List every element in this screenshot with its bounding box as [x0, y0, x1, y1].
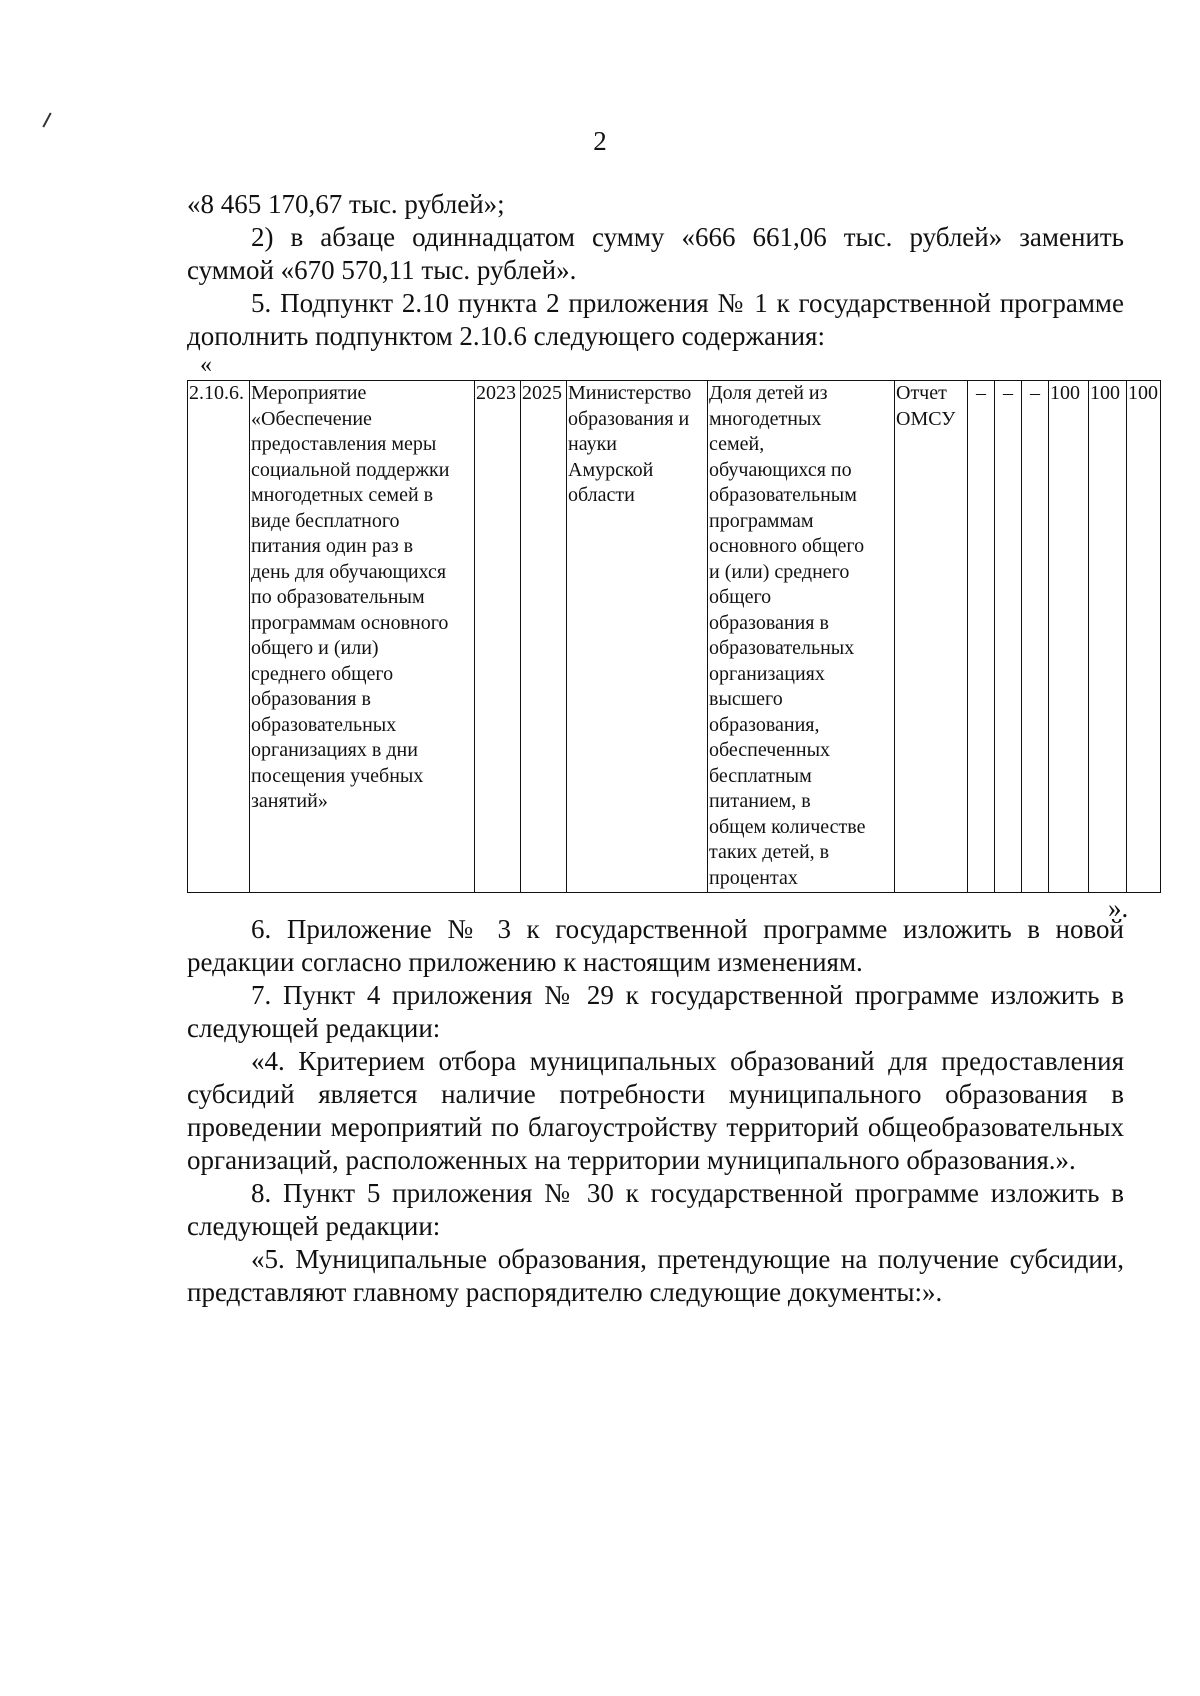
measures-table — [187, 380, 1161, 893]
cell-source: Отчет ОМСУ — [895, 381, 968, 893]
cell-value-1: – — [968, 381, 995, 893]
bottom-text-block — [187, 913, 1124, 1309]
cell-year-start: 2023 — [475, 381, 521, 893]
cell-value-3: – — [1022, 381, 1049, 893]
paragraph-quote-5: «5. Муниципальные образования, претендующие на получение субсидии, представляют главному распорядителю следующие документы:». — [187, 1244, 1124, 1307]
cell-value-6: 100 — [1127, 381, 1161, 893]
paragraph-amount: «8 465 170,67 тыс. рублей»; — [187, 189, 505, 219]
cell-value-5: 100 — [1089, 381, 1127, 893]
cell-event: Мероприятие «Обеспечение предоставления меры социальной поддержки многодетных семей в виде бесплатного питания один раз в день для обучающихся по образовательным программам основного общего и (или) среднего общего образования в образовательных организациях в дни посещения учебных занятий» — [250, 381, 475, 893]
paragraph-quote-4: «4. Критерием отбора муниципальных образований для предоставления субсидий является наличие потребности муниципального образования в проведении мероприятий по благоустройству территорий общеобразовательных организаций, расположенных на территории муниципального образования.». — [187, 1046, 1124, 1175]
paragraph-item-5: 5. Подпункт 2.10 пункта 2 приложения № 1 к государственной программе дополнить подпунктом 2.10.6 следующего содержания: — [187, 288, 1124, 351]
paragraph-item-2: 2) в абзаце одиннадцатом сумму «666 661,06 тыс. рублей» заменить суммой «670 570,11 тыс. рублей». — [187, 222, 1124, 285]
top-text-block — [187, 188, 1124, 353]
table-row — [188, 381, 1161, 893]
cell-year-end: 2025 — [521, 381, 567, 893]
cell-value-4: 100 — [1049, 381, 1089, 893]
cell-number: 2.10.6. — [188, 381, 250, 893]
table-open-quote: « — [200, 352, 212, 378]
cell-executor: Министерство образования и науки Амурской области — [567, 381, 708, 893]
cell-indicator: Доля детей из многодетных семей, обучающихся по образовательным программам основного общего и (или) среднего общего образования в образовательных организациях высшего образования, обеспеченных бесплатным питанием, в общем количестве таких детей, в процентах — [708, 381, 895, 893]
cell-value-2: – — [995, 381, 1022, 893]
paragraph-item-7: 7. Пункт 4 приложения № 29 к государственной программе изложить в следующей редакции: — [187, 980, 1124, 1043]
paragraph-item-8: 8. Пункт 5 приложения № 30 к государственной программе изложить в следующей редакции: — [187, 1178, 1124, 1241]
table-close-quote: ». — [1108, 893, 1129, 923]
paragraph-item-6: 6. Приложение № 3 к государственной программе изложить в новой редакции согласно приложению к настоящим изменениям. — [187, 914, 1124, 977]
page-number: 2 — [593, 126, 607, 156]
